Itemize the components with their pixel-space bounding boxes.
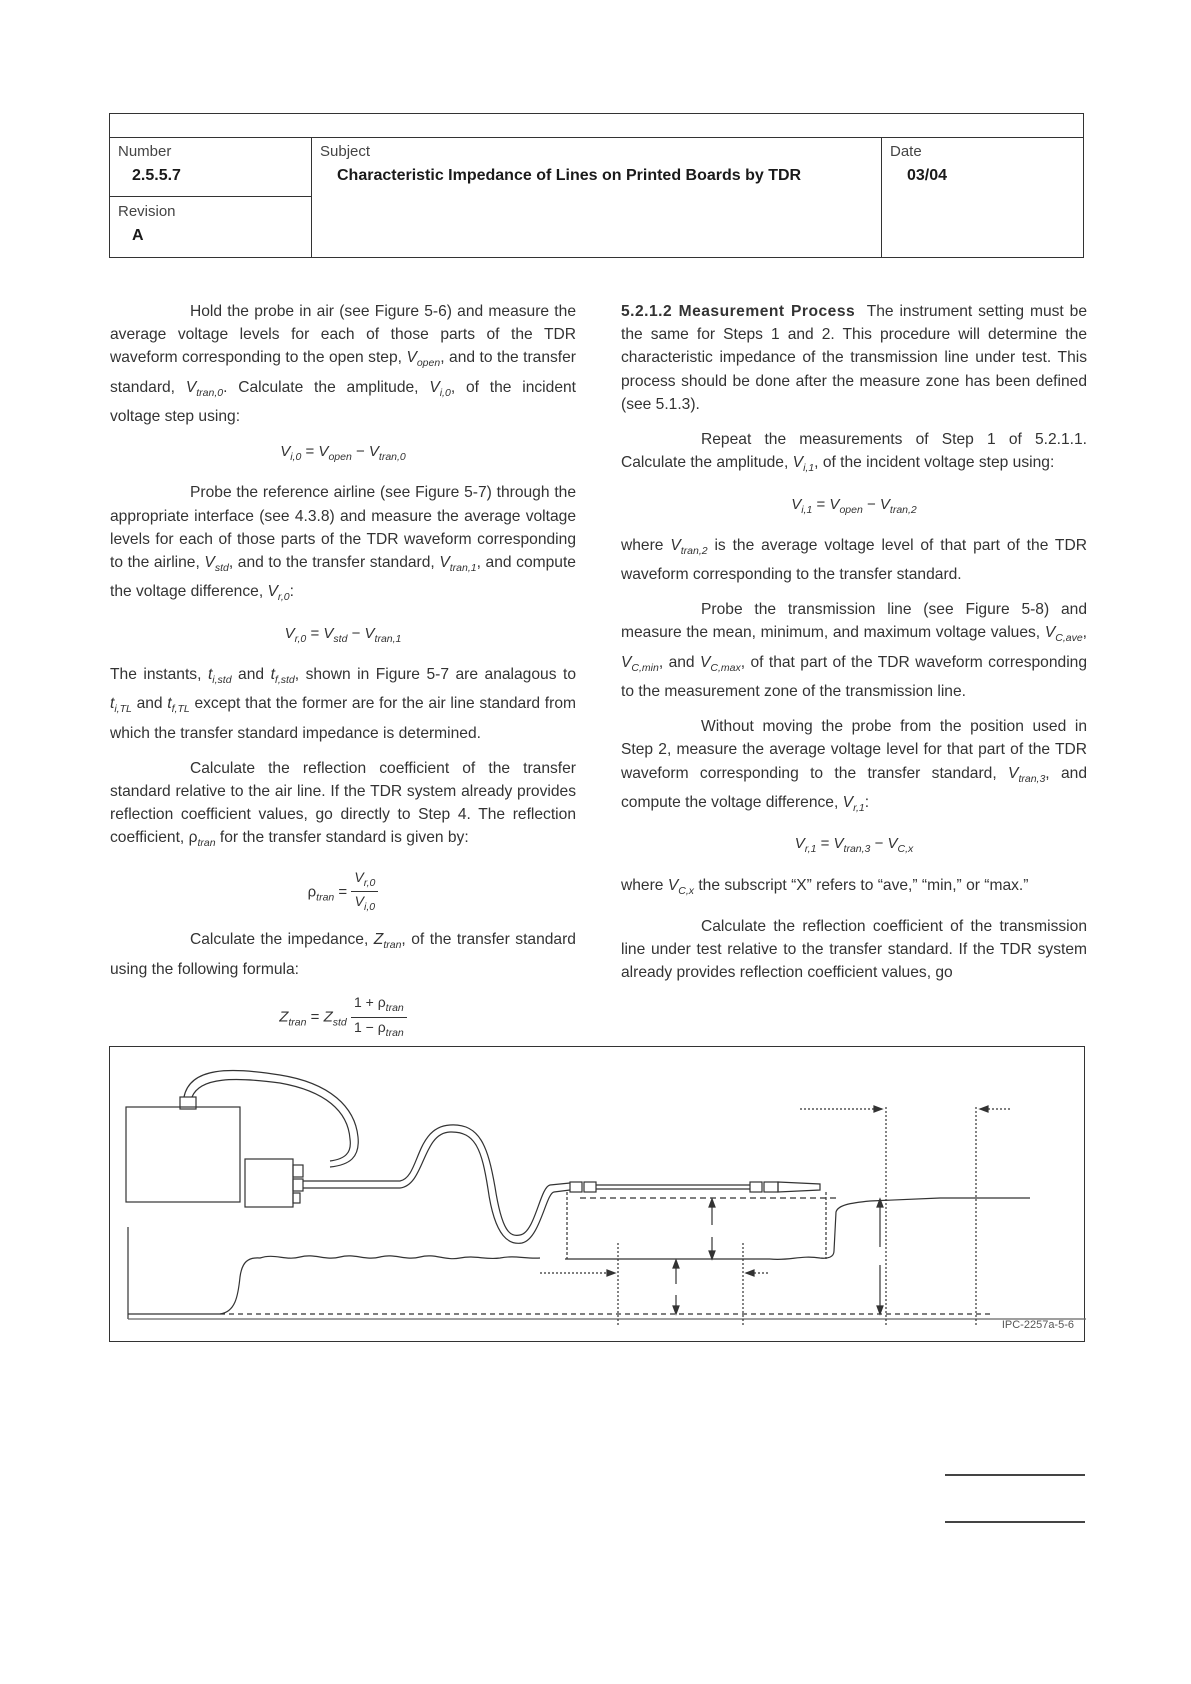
cable-upper-inner bbox=[192, 1080, 350, 1161]
paragraph-where-vcx: where $V_{C,x}$ the subscript “X” refers to “ave,” “min,” or “max.” bbox=[621, 876, 1029, 897]
equation-vi1: $V_{i,1} = V_{open} - V_{tran,2}$ bbox=[791, 495, 917, 516]
paragraph-impedance: Calculate the impedance, $Z_{tran}$, of the transfer standard using the following formula: bbox=[110, 931, 576, 978]
cable-lower-outer bbox=[303, 1125, 570, 1235]
paragraph-probe-transmission-line: Probe the transmission line (see Figure 5-8) and measure the mean, minimum, and maximum voltage values, $V_{C,ave}$, $V_{C,min}$, and $V_{C,max}$, of that part of the TDR waveform corresponding to the measurement zone of the transmission line. bbox=[621, 601, 1088, 701]
test-head-box bbox=[245, 1159, 293, 1207]
subject-label: Subject bbox=[320, 143, 371, 160]
document-header-table bbox=[109, 113, 1084, 258]
arrowhead-zone-start bbox=[607, 1270, 615, 1276]
right-column bbox=[621, 300, 1087, 996]
arrowhead-zone-end bbox=[746, 1270, 754, 1276]
paragraph-calc-reflection-line: Calculate the reflection coefficient of the transmission line under test relative to the transfer standard. If the TDR system already provides reflection coefficient values, go bbox=[621, 917, 1087, 982]
left-column bbox=[110, 300, 576, 1053]
equation-rho-tran: $\rho_{tran}$ = $\frac{V_{r,0}}{V_{i,0}}$ bbox=[110, 868, 576, 917]
number-value: 2.5.5.7 bbox=[132, 167, 181, 184]
number-cell bbox=[110, 137, 312, 197]
paragraph-hold-probe: Hold the probe in air (see Figure 5-6) and measure the average voltage levels for each of those parts of the TDR waveform corresponding to the open step, $V_{open}$, and to the transfer standard, $V_{tran,0}$. Calculate the amplitude, $V_{i,0}$, of the incident voltage step using: bbox=[110, 303, 576, 426]
paragraph-instants: The instants, $t_{i,std}$ and $t_{f,std}$, shown in Figure 5-7 are analagous to $t_{i,TL}$ and $t_{f,TL}$ except that the former are for the air line standard from which the transfer standard impedance is determined. bbox=[110, 665, 576, 742]
subject-cell bbox=[312, 137, 882, 257]
date-value: 03/04 bbox=[907, 167, 948, 184]
test-head-port-3 bbox=[293, 1193, 300, 1203]
paragraph-without-moving: Without moving the probe from the position used in Step 2, measure the average voltage level for that part of the TDR waveform corresponding to the transfer standard, $V_{tran,3}$, and compute the voltage difference, $V_{r,1}$: bbox=[621, 718, 1087, 815]
arrowhead-vc-down bbox=[673, 1306, 679, 1314]
equation-z-tran: $Z_{tran} = Z_{std}$ $\frac{1 + \rho_{tran}}{1 - \rho_{tran}}$ bbox=[110, 993, 576, 1042]
number-label: Number bbox=[118, 143, 172, 160]
probe-connector-4 bbox=[764, 1182, 778, 1192]
cable-upper-outer bbox=[184, 1070, 358, 1167]
section-5-2-1-2: 5.2.1.2 Measurement Process The instrument setting must be the same for Steps 1 and 2. This procedure will determine the characteristic impedance of the transmission line under test. This process should be done after the measure zone has been defined (see 5.1.3). bbox=[621, 303, 1087, 413]
revision-cell bbox=[110, 197, 312, 257]
waveform-wavy-section bbox=[220, 1256, 540, 1314]
footer-rule-2 bbox=[945, 1521, 1085, 1523]
paragraph-where-vtran2: where $V_{tran,2}$ is the average voltage level of that part of the TDR waveform corresponding to the transfer standard. bbox=[621, 536, 1087, 584]
probe-connector-2 bbox=[584, 1182, 596, 1192]
footer-rule-1 bbox=[945, 1474, 1085, 1476]
date-label: Date bbox=[890, 143, 922, 160]
probe-connector-3 bbox=[750, 1182, 762, 1192]
equation-vr0: $V_{r,0} = V_{std} - V_{tran,1}$ bbox=[284, 624, 402, 645]
probe-connector-1 bbox=[570, 1182, 582, 1192]
probe-tip bbox=[778, 1182, 820, 1192]
arrowhead-vi-down bbox=[877, 1306, 883, 1314]
equation-vr1: $V_{r,1} = V_{tran,3} - V_{C,x}$ bbox=[794, 835, 914, 856]
paragraph-repeat-measurements: Repeat the measurements of Step 1 of 5.2.1.1. Calculate the amplitude, $V_{i,1}$, of the incident voltage step using: bbox=[621, 431, 1087, 475]
paragraph-reflection-coefficient: Calculate the reflection coefficient of the transfer standard relative to the air line. If the TDR system already provides reflection coefficient values, go directly to Step 4. The reflection coefficient, $\rho_{tran}$ for the transfer standard is given by: bbox=[110, 759, 576, 850]
paragraph-probe-airline: Probe the reference airline (see Figure 5-7) through the appropriate interface (see 4.3.8) and measure the average voltage levels for each of those parts of the TDR waveform corresponding to the airline, $V_{std}$, and to the transfer standard, $V_{tran,1}$, and compute the voltage difference, $V_{r,0}$: bbox=[110, 484, 576, 604]
waveform-step bbox=[770, 1198, 1030, 1259]
figure-tdr-setup bbox=[109, 1046, 1085, 1342]
revision-label: Revision bbox=[118, 203, 176, 220]
equation-vi0: $V_{i,0} = V_{open} - V_{tran,0}$ bbox=[280, 443, 406, 464]
arrowhead-vr-down bbox=[709, 1251, 715, 1259]
tdr-instrument-box bbox=[126, 1107, 240, 1202]
date-cell bbox=[882, 137, 1082, 257]
test-head-port-1 bbox=[293, 1165, 303, 1177]
tdr-diagram bbox=[110, 1047, 1086, 1343]
arrowhead-vc-up bbox=[673, 1260, 679, 1268]
arrowhead-tf bbox=[874, 1106, 882, 1112]
header-top-band bbox=[110, 114, 1083, 138]
revision-value: A bbox=[132, 227, 144, 244]
section-heading: 5.2.1.2 Measurement Process bbox=[621, 303, 856, 320]
arrowhead-ti bbox=[980, 1106, 988, 1112]
subject-value: Characteristic Impedance of Lines on Printed Boards by TDR bbox=[337, 167, 802, 184]
figure-id-label: IPC-2257a-5-6 bbox=[1001, 1319, 1074, 1331]
test-head-port-2 bbox=[293, 1179, 303, 1191]
arrowhead-vr-up bbox=[709, 1199, 715, 1207]
